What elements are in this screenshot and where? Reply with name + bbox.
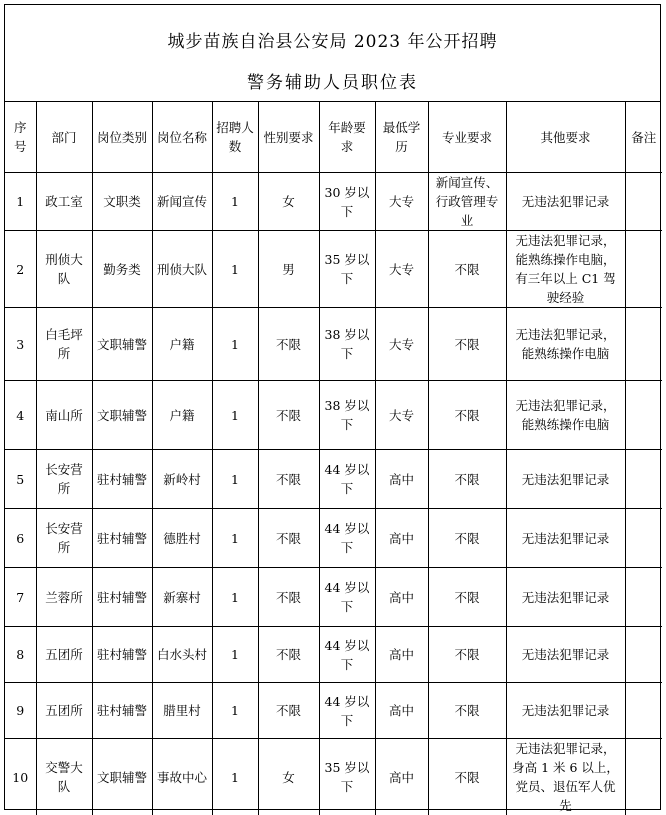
cell-age: 30 岁以下 <box>319 173 375 231</box>
cell-other: 无违法犯罪记录 <box>506 450 625 509</box>
cell-major: 不限 <box>428 450 506 509</box>
cell-age: 44 岁以下 <box>319 450 375 509</box>
cell-count: 1 <box>212 627 258 683</box>
cell-age: 44 岁以下 <box>319 683 375 739</box>
cell-other: 无违法犯罪记录，身高 1 米 6 以上，党员、退伍军人优先 <box>506 739 625 815</box>
cell-index: 10 <box>5 739 36 815</box>
cell-major: 不限 <box>428 381 506 450</box>
cell-count: 1 <box>212 381 258 450</box>
cell-major: 不限 <box>428 683 506 739</box>
cell-category: 文职辅警 <box>92 739 152 815</box>
table-row <box>5 509 662 568</box>
cell-other: 无违法犯罪记录 <box>506 509 625 568</box>
cell-position: 新闻宣传 <box>152 173 212 231</box>
document-title: 城步苗族自治县公安局 2023 年公开招聘 <box>5 5 660 52</box>
cell-department: 南山所 <box>36 381 92 450</box>
cell-major: 不限 <box>428 739 506 815</box>
table-row <box>5 308 662 381</box>
title-block <box>5 5 660 102</box>
cell-age: 38 岁以下 <box>319 308 375 381</box>
cell-count: 1 <box>212 509 258 568</box>
header-category: 岗位类别 <box>92 102 152 173</box>
cell-education: 高中 <box>375 739 428 815</box>
cell-other: 无违法犯罪记录，能熟练操作电脑 <box>506 308 625 381</box>
header-gender: 性别要求 <box>258 102 319 173</box>
cell-index: 3 <box>5 308 36 381</box>
cell-other: 无违法犯罪记录，能熟练操作电脑 <box>506 381 625 450</box>
cell-department: 五团所 <box>36 627 92 683</box>
cell-major: 不限 <box>428 568 506 627</box>
cell-index: 9 <box>5 683 36 739</box>
cell-department: 五团所 <box>36 683 92 739</box>
cell-age: 44 岁以下 <box>319 568 375 627</box>
cell-category: 文职辅警 <box>92 381 152 450</box>
cell-category: 文职类 <box>92 173 152 231</box>
cell-count: 1 <box>212 231 258 308</box>
cell-age: 44 岁以下 <box>319 509 375 568</box>
cell-remarks <box>625 381 662 450</box>
cell-category: 驻村辅警 <box>92 683 152 739</box>
cell-gender: 不限 <box>258 568 319 627</box>
cell-education: 大专 <box>375 381 428 450</box>
cell-count: 1 <box>212 739 258 815</box>
cell-category: 勤务类 <box>92 231 152 308</box>
table-row <box>5 683 662 739</box>
header-remarks: 备注 <box>625 102 662 173</box>
cell-index: 2 <box>5 231 36 308</box>
cell-department: 兰蓉所 <box>36 568 92 627</box>
cell-gender: 不限 <box>258 381 319 450</box>
cell-department: 白毛坪所 <box>36 308 92 381</box>
cell-other: 无违法犯罪记录，能熟练操作电脑，有三年以上 C1 驾驶经验 <box>506 231 625 308</box>
cell-gender: 男 <box>258 231 319 308</box>
cell-index: 6 <box>5 509 36 568</box>
cell-gender: 不限 <box>258 308 319 381</box>
cell-age: 35 岁以下 <box>319 231 375 308</box>
cell-remarks <box>625 627 662 683</box>
cell-position: 刑侦大队 <box>152 231 212 308</box>
cell-category: 驻村辅警 <box>92 627 152 683</box>
cell-gender: 不限 <box>258 683 319 739</box>
cell-index: 8 <box>5 627 36 683</box>
cell-other: 无违法犯罪记录 <box>506 568 625 627</box>
positions-table <box>5 102 662 815</box>
cell-position: 户籍 <box>152 381 212 450</box>
cell-category: 驻村辅警 <box>92 450 152 509</box>
cell-department: 刑侦大队 <box>36 231 92 308</box>
cell-education: 高中 <box>375 627 428 683</box>
cell-other: 无违法犯罪记录 <box>506 627 625 683</box>
cell-other: 无违法犯罪记录 <box>506 683 625 739</box>
table-row <box>5 173 662 231</box>
cell-remarks <box>625 231 662 308</box>
table-row <box>5 381 662 450</box>
header-education: 最低学历 <box>375 102 428 173</box>
cell-count: 1 <box>212 568 258 627</box>
table-row <box>5 450 662 509</box>
cell-position: 户籍 <box>152 308 212 381</box>
table-row <box>5 627 662 683</box>
cell-education: 大专 <box>375 231 428 308</box>
cell-count: 1 <box>212 683 258 739</box>
header-other: 其他要求 <box>506 102 625 173</box>
table-row <box>5 231 662 308</box>
cell-category: 文职辅警 <box>92 308 152 381</box>
cell-position: 德胜村 <box>152 509 212 568</box>
cell-count: 1 <box>212 173 258 231</box>
cell-remarks <box>625 308 662 381</box>
cell-gender: 女 <box>258 173 319 231</box>
cell-department: 交警大队 <box>36 739 92 815</box>
job-table-document <box>4 4 661 810</box>
cell-index: 5 <box>5 450 36 509</box>
cell-remarks <box>625 739 662 815</box>
cell-gender: 不限 <box>258 450 319 509</box>
table-row <box>5 568 662 627</box>
cell-position: 白水头村 <box>152 627 212 683</box>
cell-remarks <box>625 568 662 627</box>
document-subtitle: 警务辅助人员职位表 <box>5 52 660 93</box>
cell-education: 高中 <box>375 683 428 739</box>
cell-category: 驻村辅警 <box>92 568 152 627</box>
cell-position: 腊里村 <box>152 683 212 739</box>
cell-other: 无违法犯罪记录 <box>506 173 625 231</box>
cell-remarks <box>625 173 662 231</box>
cell-remarks <box>625 509 662 568</box>
cell-major: 不限 <box>428 509 506 568</box>
table-row <box>5 739 662 815</box>
cell-remarks <box>625 450 662 509</box>
header-position: 岗位名称 <box>152 102 212 173</box>
cell-age: 44 岁以下 <box>319 627 375 683</box>
cell-index: 4 <box>5 381 36 450</box>
table-body <box>5 173 662 815</box>
header-age: 年龄要求 <box>319 102 375 173</box>
cell-education: 高中 <box>375 450 428 509</box>
cell-major: 不限 <box>428 231 506 308</box>
cell-major: 不限 <box>428 308 506 381</box>
cell-education: 大专 <box>375 308 428 381</box>
cell-age: 38 岁以下 <box>319 381 375 450</box>
cell-department: 政工室 <box>36 173 92 231</box>
cell-position: 新寨村 <box>152 568 212 627</box>
header-index: 序 号 <box>5 102 36 173</box>
cell-education: 高中 <box>375 568 428 627</box>
cell-department: 长安营所 <box>36 509 92 568</box>
cell-index: 1 <box>5 173 36 231</box>
cell-gender: 不限 <box>258 627 319 683</box>
header-row <box>5 102 662 173</box>
cell-education: 高中 <box>375 509 428 568</box>
cell-gender: 女 <box>258 739 319 815</box>
cell-position: 新岭村 <box>152 450 212 509</box>
cell-gender: 不限 <box>258 509 319 568</box>
header-department: 部门 <box>36 102 92 173</box>
cell-count: 1 <box>212 450 258 509</box>
cell-category: 驻村辅警 <box>92 509 152 568</box>
cell-remarks <box>625 683 662 739</box>
cell-position: 事故中心 <box>152 739 212 815</box>
header-major: 专业要求 <box>428 102 506 173</box>
cell-education: 大专 <box>375 173 428 231</box>
cell-major: 不限 <box>428 627 506 683</box>
cell-index: 7 <box>5 568 36 627</box>
cell-major: 新闻宣传、行政管理专业 <box>428 173 506 231</box>
cell-department: 长安营所 <box>36 450 92 509</box>
cell-count: 1 <box>212 308 258 381</box>
header-count: 招聘人数 <box>212 102 258 173</box>
cell-age: 35 岁以下 <box>319 739 375 815</box>
